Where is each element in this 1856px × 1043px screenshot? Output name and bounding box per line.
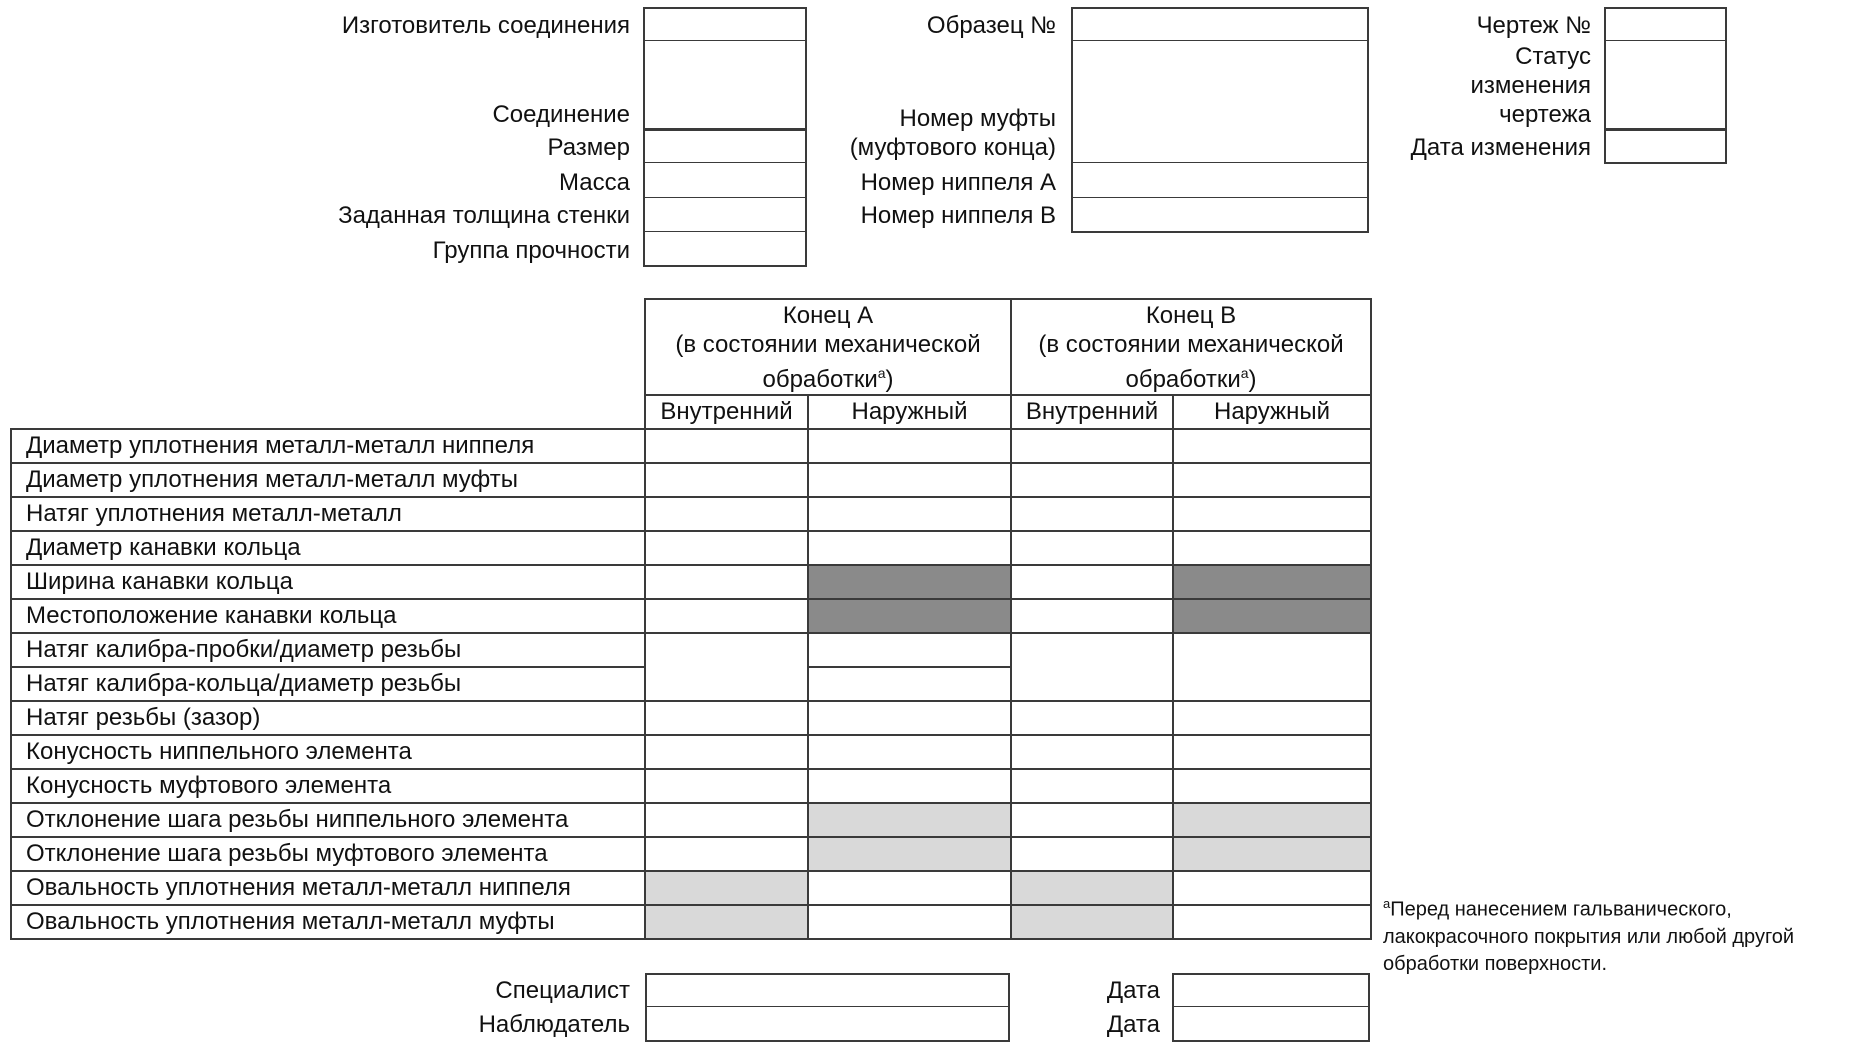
drawing-field[interactable] xyxy=(1604,7,1727,42)
table-row xyxy=(11,497,1371,531)
coupling-label-2: (муфтового конца) xyxy=(849,134,1056,161)
grade-field[interactable] xyxy=(643,232,807,267)
wall-thickness-label: Заданная толщина стенки xyxy=(338,202,630,229)
measurement-table xyxy=(10,298,1372,940)
table-row xyxy=(11,905,1371,939)
footnote-mark: a xyxy=(1383,896,1391,911)
nipple-a-field[interactable] xyxy=(1071,163,1369,199)
specialist-label: Специалист xyxy=(495,977,630,1004)
table-row xyxy=(11,837,1371,871)
table-row xyxy=(11,871,1371,905)
sample-label: Образец № xyxy=(926,12,1056,39)
cell-b-outer[interactable] xyxy=(1173,429,1371,463)
sample-field[interactable] xyxy=(1071,7,1369,42)
drawing-label: Чертеж № xyxy=(1476,12,1591,39)
table-row xyxy=(11,429,1371,463)
status-label-2: изменения xyxy=(1470,72,1591,99)
cell-a-inner-shaded xyxy=(645,871,808,905)
table-row xyxy=(11,599,1371,633)
cell-b-outer[interactable] xyxy=(1173,735,1371,769)
cell-b-outer-shaded xyxy=(1173,803,1371,837)
cell-a-outer[interactable] xyxy=(808,497,1011,531)
table-row xyxy=(11,701,1371,735)
footnote xyxy=(1383,890,1853,978)
manufacturer-label: Изготовитель соединения xyxy=(341,12,630,39)
cell-b-inner[interactable] xyxy=(1011,463,1173,497)
status-field[interactable] xyxy=(1604,41,1727,130)
nipple-b-label: Номер ниппеля B xyxy=(860,202,1056,229)
cell-b-inner[interactable] xyxy=(1011,599,1173,633)
cell-a-inner[interactable] xyxy=(645,803,808,837)
cell-a-outer[interactable] xyxy=(808,633,1011,667)
cell-b-inner[interactable] xyxy=(1011,565,1173,599)
connection-field[interactable] xyxy=(643,41,807,130)
manufacturer-field[interactable] xyxy=(643,7,807,42)
cell-a-inner[interactable] xyxy=(645,531,808,565)
cell-a-inner-shaded xyxy=(645,905,808,939)
cell-b-inner[interactable] xyxy=(1011,803,1173,837)
date-label-2: Дата xyxy=(1106,1011,1160,1038)
nipple-a-label: Номер ниппеля A xyxy=(860,169,1056,196)
row-label: Ширина канавки кольца xyxy=(11,565,645,599)
grade-label: Группа прочности xyxy=(432,237,630,264)
table-row xyxy=(11,531,1371,565)
change-date-label: Дата изменения xyxy=(1410,134,1591,161)
cell-a-outer[interactable] xyxy=(808,701,1011,735)
coupling-label-1: Номер муфты xyxy=(899,105,1056,132)
table-row xyxy=(11,769,1371,803)
date-field-1[interactable] xyxy=(1172,973,1370,1008)
row-label: Овальность уплотнения металл-металл муфты xyxy=(11,905,645,939)
table-row xyxy=(11,633,1371,667)
cell-a-outer-shaded xyxy=(808,565,1011,599)
cell-a-inner[interactable] xyxy=(645,565,808,599)
cell-b-outer[interactable] xyxy=(1173,531,1371,565)
cell-a-outer-shaded xyxy=(808,599,1011,633)
cell-a-inner[interactable] xyxy=(645,701,808,735)
cell-a-inner[interactable] xyxy=(645,735,808,769)
change-date-field[interactable] xyxy=(1604,129,1727,164)
end-a-outer-header: Наружный xyxy=(808,395,1011,429)
observer-label: Наблюдатель xyxy=(478,1011,630,1038)
date-label-1: Дата xyxy=(1106,977,1160,1004)
cell-a-inner[interactable] xyxy=(645,497,808,531)
date-field-2[interactable] xyxy=(1172,1007,1370,1042)
row-label: Местоположение канавки кольца xyxy=(11,599,645,633)
cell-b-outer[interactable] xyxy=(1173,497,1371,531)
connection-label: Соединение xyxy=(492,101,630,128)
cell-a-outer[interactable] xyxy=(808,463,1011,497)
cell-a-inner[interactable] xyxy=(645,599,808,633)
cell-a-outer[interactable] xyxy=(808,735,1011,769)
coupling-field[interactable] xyxy=(1071,41,1369,164)
cell-b-inner-shaded xyxy=(1011,905,1173,939)
row-label: Натяг уплотнения металл-металл xyxy=(11,497,645,531)
cell-a-inner[interactable] xyxy=(645,837,808,871)
cell-a-inner-merged[interactable] xyxy=(645,633,808,701)
table-row xyxy=(11,565,1371,599)
cell-b-inner[interactable] xyxy=(1011,701,1173,735)
end-a-header: Конец A (в состоянии механической обработки$^a$) xyxy=(645,299,1011,395)
row-label: Натяг калибра-кольца/диаметр резьбы xyxy=(11,667,645,701)
cell-b-outer[interactable] xyxy=(1173,463,1371,497)
row-label: Конусность муфтового элемента xyxy=(11,769,645,803)
mass-label: Масса xyxy=(559,169,630,196)
cell-b-inner[interactable] xyxy=(1011,531,1173,565)
row-label: Диаметр уплотнения металл-металл муфты xyxy=(11,463,645,497)
row-label: Диаметр уплотнения металл-металл ниппеля xyxy=(11,429,645,463)
cell-b-inner[interactable] xyxy=(1011,735,1173,769)
cell-a-outer[interactable] xyxy=(808,667,1011,701)
cell-b-outer[interactable] xyxy=(1173,871,1371,905)
status-label-1: Статус xyxy=(1515,43,1591,70)
cell-a-outer[interactable] xyxy=(808,429,1011,463)
end-b-inner-header: Внутренний xyxy=(1011,395,1173,429)
cell-b-outer-shaded xyxy=(1173,837,1371,871)
cell-b-outer-shaded xyxy=(1173,599,1371,633)
mass-field[interactable] xyxy=(643,163,807,199)
table-corner-2 xyxy=(11,395,645,429)
cell-b-outer[interactable] xyxy=(1173,769,1371,803)
cell-b-inner-merged[interactable] xyxy=(1011,633,1173,701)
table-row xyxy=(11,735,1371,769)
cell-b-outer-shaded xyxy=(1173,565,1371,599)
cell-b-inner[interactable] xyxy=(1011,497,1173,531)
cell-a-outer[interactable] xyxy=(808,871,1011,905)
cell-a-outer[interactable] xyxy=(808,769,1011,803)
row-label: Овальность уплотнения металл-металл ниппеля xyxy=(11,871,645,905)
end-a-inner-header: Внутренний xyxy=(645,395,808,429)
size-label: Размер xyxy=(547,134,630,161)
row-label: Отклонение шага резьбы муфтового элемента xyxy=(11,837,645,871)
table-row xyxy=(11,463,1371,497)
cell-b-inner[interactable] xyxy=(1011,837,1173,871)
cell-a-outer[interactable] xyxy=(808,905,1011,939)
cell-b-inner[interactable] xyxy=(1011,769,1173,803)
cell-a-outer-shaded xyxy=(808,837,1011,871)
table-row xyxy=(11,803,1371,837)
size-field[interactable] xyxy=(643,129,807,164)
specialist-field[interactable] xyxy=(645,973,1010,1008)
nipple-b-field[interactable] xyxy=(1071,198,1369,233)
cell-a-outer[interactable] xyxy=(808,531,1011,565)
cell-b-outer-merged[interactable] xyxy=(1173,633,1371,701)
cell-a-inner[interactable] xyxy=(645,769,808,803)
footnote-text: Перед нанесением гальванического, лакокрасочного покрытия или любой другой обработки поверхности. xyxy=(1383,898,1795,975)
cell-a-inner[interactable] xyxy=(645,463,808,497)
cell-b-outer[interactable] xyxy=(1173,701,1371,735)
row-label: Отклонение шага резьбы ниппельного элемента xyxy=(11,803,645,837)
cell-a-outer-shaded xyxy=(808,803,1011,837)
cell-a-inner[interactable] xyxy=(645,429,808,463)
row-label: Натяг калибра-пробки/диаметр резьбы xyxy=(11,633,645,667)
wall-thickness-field[interactable] xyxy=(643,198,807,233)
cell-b-outer[interactable] xyxy=(1173,905,1371,939)
row-label: Конусность ниппельного элемента xyxy=(11,735,645,769)
end-b-header: Конец B (в состоянии механической обработки$^a$) xyxy=(1011,299,1371,395)
row-label: Диаметр канавки кольца xyxy=(11,531,645,565)
end-b-outer-header: Наружный xyxy=(1173,395,1371,429)
row-label: Натяг резьбы (зазор) xyxy=(11,701,645,735)
observer-field[interactable] xyxy=(645,1007,1010,1042)
table-corner xyxy=(11,299,645,395)
cell-b-inner[interactable] xyxy=(1011,429,1173,463)
status-label-3: чертежа xyxy=(1499,101,1591,128)
cell-b-inner-shaded xyxy=(1011,871,1173,905)
